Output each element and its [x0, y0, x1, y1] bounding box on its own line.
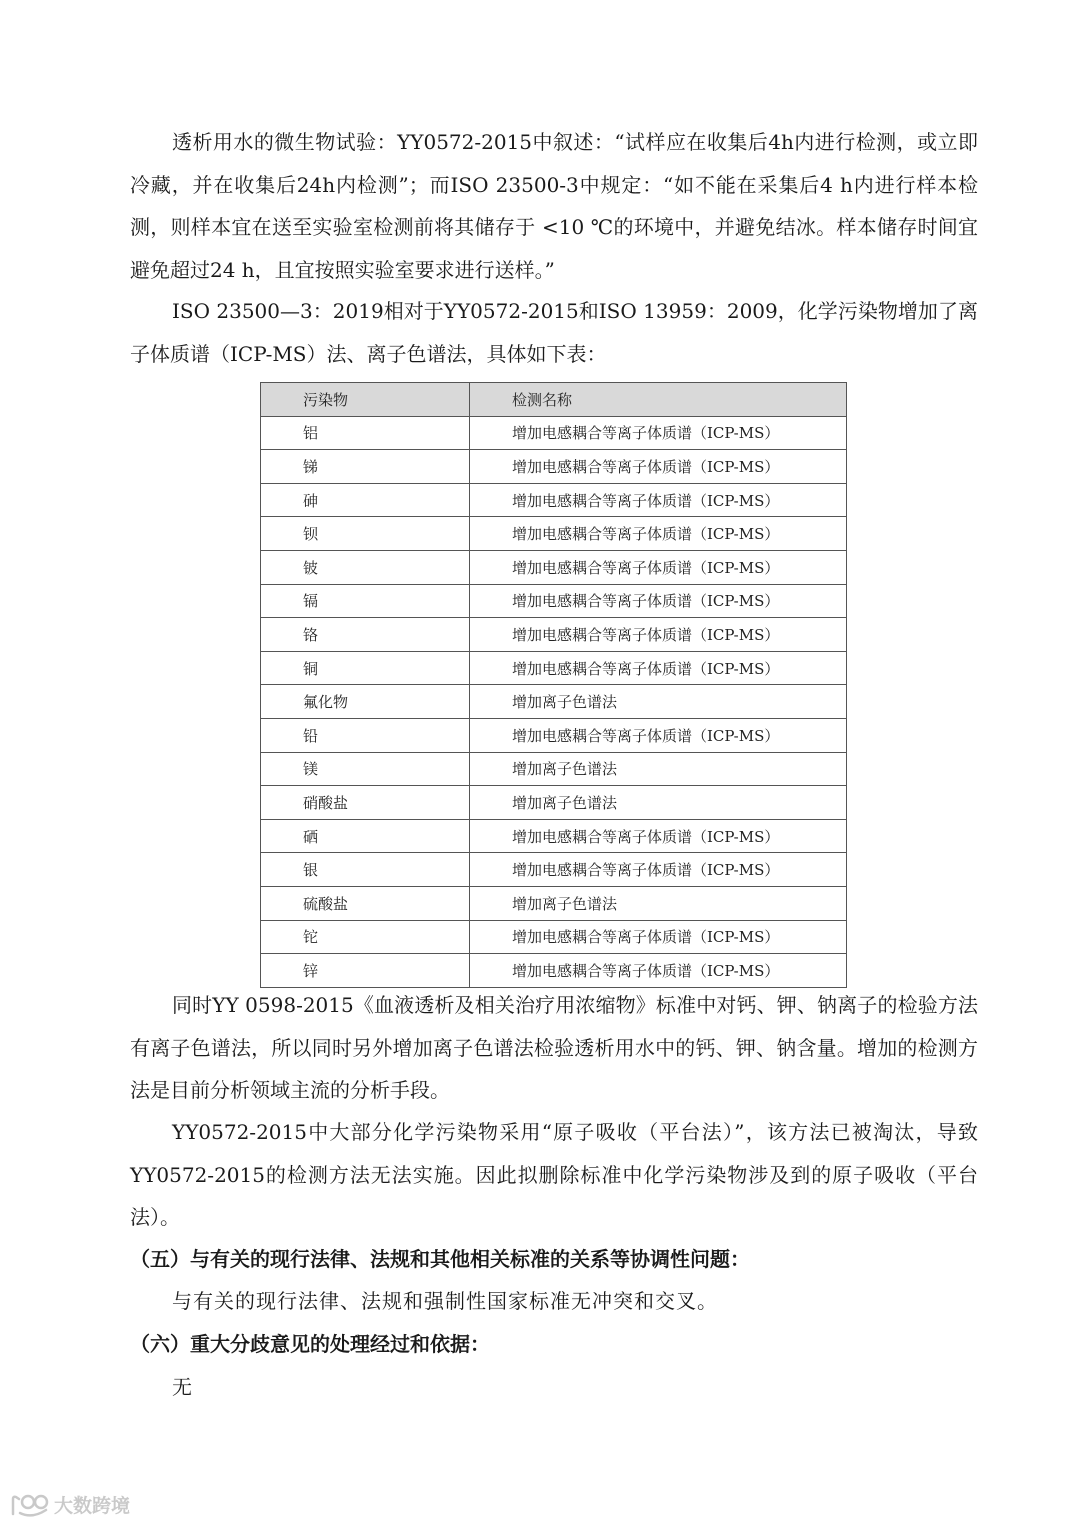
section-6-text: 无 [172, 1375, 193, 1399]
paragraph-ion-chromatography: 同时YY 0598-2015《血液透析及相关治疗用浓缩物》标准中对钙、钾、钠离子的检验方法有离子色谱法，所以同时另外增加离子色谱法检验透析用水中的钙、钾、钠含量。增加的检测方法是目前分析领域主流的分析手段。 [130, 993, 978, 1102]
brand-logo-icon [10, 1493, 50, 1517]
table-cell-contaminant: 铜 [261, 651, 470, 685]
table-header-row [261, 383, 847, 417]
table-cell-contaminant: 铊 [261, 920, 470, 954]
table-row [261, 819, 847, 853]
table-cell-method: 增加离子色谱法 [470, 752, 847, 786]
table-row [261, 886, 847, 920]
table-header-method: 检测名称 [470, 383, 847, 417]
paragraph-microbiology-test: 透析用水的微生物试验：YY0572-2015中叙述：“试样应在收集后4h内进行检测，或立即冷藏，并在收集后24h内检测”；而ISO 23500-3中规定：“如不能在采集后4 h内进行样本检测，则样本宜在送至实验室检测前将其储存于 <10 ℃的环境中，并避免结冰。样本储存时间宜避免超过24 h，且宜按照实验室要求进行送样。” [130, 130, 978, 282]
table-row [261, 416, 847, 450]
table-cell-method: 增加电感耦合等离子体质谱（ICP-MS） [470, 517, 847, 551]
table-cell-method: 增加电感耦合等离子体质谱（ICP-MS） [470, 853, 847, 887]
table-row [261, 483, 847, 517]
table-cell-method: 增加电感耦合等离子体质谱（ICP-MS） [470, 584, 847, 618]
table-row [261, 651, 847, 685]
table-cell-method: 增加电感耦合等离子体质谱（ICP-MS） [470, 618, 847, 652]
table-cell-contaminant: 硫酸盐 [261, 886, 470, 920]
table-row [261, 450, 847, 484]
table-row [261, 584, 847, 618]
table-cell-method: 增加电感耦合等离子体质谱（ICP-MS） [470, 819, 847, 853]
section-5-text: 与有关的现行法律、法规和强制性国家标准无冲突和交叉。 [172, 1289, 718, 1313]
table-cell-contaminant: 硝酸盐 [261, 786, 470, 820]
table-cell-contaminant: 镁 [261, 752, 470, 786]
table-cell-contaminant: 钡 [261, 517, 470, 551]
table-cell-contaminant: 锌 [261, 954, 470, 988]
table-cell-contaminant: 镉 [261, 584, 470, 618]
table-cell-method: 增加离子色谱法 [470, 685, 847, 719]
table-cell-method: 增加电感耦合等离子体质谱（ICP-MS） [470, 718, 847, 752]
table-cell-contaminant: 铝 [261, 416, 470, 450]
paragraph-iso-comparison: ISO 23500—3：2019相对于YY0572-2015和ISO 13959：2009，化学污染物增加了离子体质谱（ICP-MS）法、离子色谱法，具体如下表： [130, 299, 978, 366]
table-row [261, 618, 847, 652]
table-cell-contaminant: 铍 [261, 550, 470, 584]
table-row [261, 954, 847, 988]
table-cell-contaminant: 锑 [261, 450, 470, 484]
section-5-heading: （五）与有关的现行法律、法规和其他相关标准的关系等协调性问题： [130, 1247, 750, 1271]
table-cell-contaminant: 氟化物 [261, 685, 470, 719]
contaminant-table [260, 382, 847, 988]
table-row [261, 517, 847, 551]
table-cell-contaminant: 铅 [261, 718, 470, 752]
table-cell-contaminant: 银 [261, 853, 470, 887]
section-6-heading: （六）重大分歧意见的处理经过和依据： [130, 1332, 490, 1356]
table-row [261, 685, 847, 719]
table-cell-method: 增加电感耦合等离子体质谱（ICP-MS） [470, 954, 847, 988]
table-cell-method: 增加电感耦合等离子体质谱（ICP-MS） [470, 416, 847, 450]
table-header-contaminant: 污染物 [261, 383, 470, 417]
table-cell-contaminant: 铬 [261, 618, 470, 652]
table-row [261, 718, 847, 752]
table-row [261, 550, 847, 584]
table-cell-method: 增加电感耦合等离子体质谱（ICP-MS） [470, 651, 847, 685]
table-row [261, 920, 847, 954]
table-row [261, 853, 847, 887]
table-row [261, 752, 847, 786]
table-cell-contaminant: 砷 [261, 483, 470, 517]
table-cell-method: 增加电感耦合等离子体质谱（ICP-MS） [470, 550, 847, 584]
table-cell-method: 增加离子色谱法 [470, 886, 847, 920]
table-cell-method: 增加离子色谱法 [470, 786, 847, 820]
paragraph-atomic-absorption: YY0572-2015中大部分化学污染物采用“原子吸收（平台法）”，该方法已被淘汰，导致YY0572-2015的检测方法无法实施。因此拟删除标准中化学污染物涉及到的原子吸收（平台法）。 [130, 1120, 978, 1229]
table-cell-method: 增加电感耦合等离子体质谱（ICP-MS） [470, 483, 847, 517]
table-cell-method: 增加电感耦合等离子体质谱（ICP-MS） [470, 920, 847, 954]
table-row [261, 786, 847, 820]
watermark-text: 大数跨境 [54, 1495, 131, 1517]
watermark [10, 1491, 130, 1518]
table-cell-contaminant: 硒 [261, 819, 470, 853]
table-cell-method: 增加电感耦合等离子体质谱（ICP-MS） [470, 450, 847, 484]
